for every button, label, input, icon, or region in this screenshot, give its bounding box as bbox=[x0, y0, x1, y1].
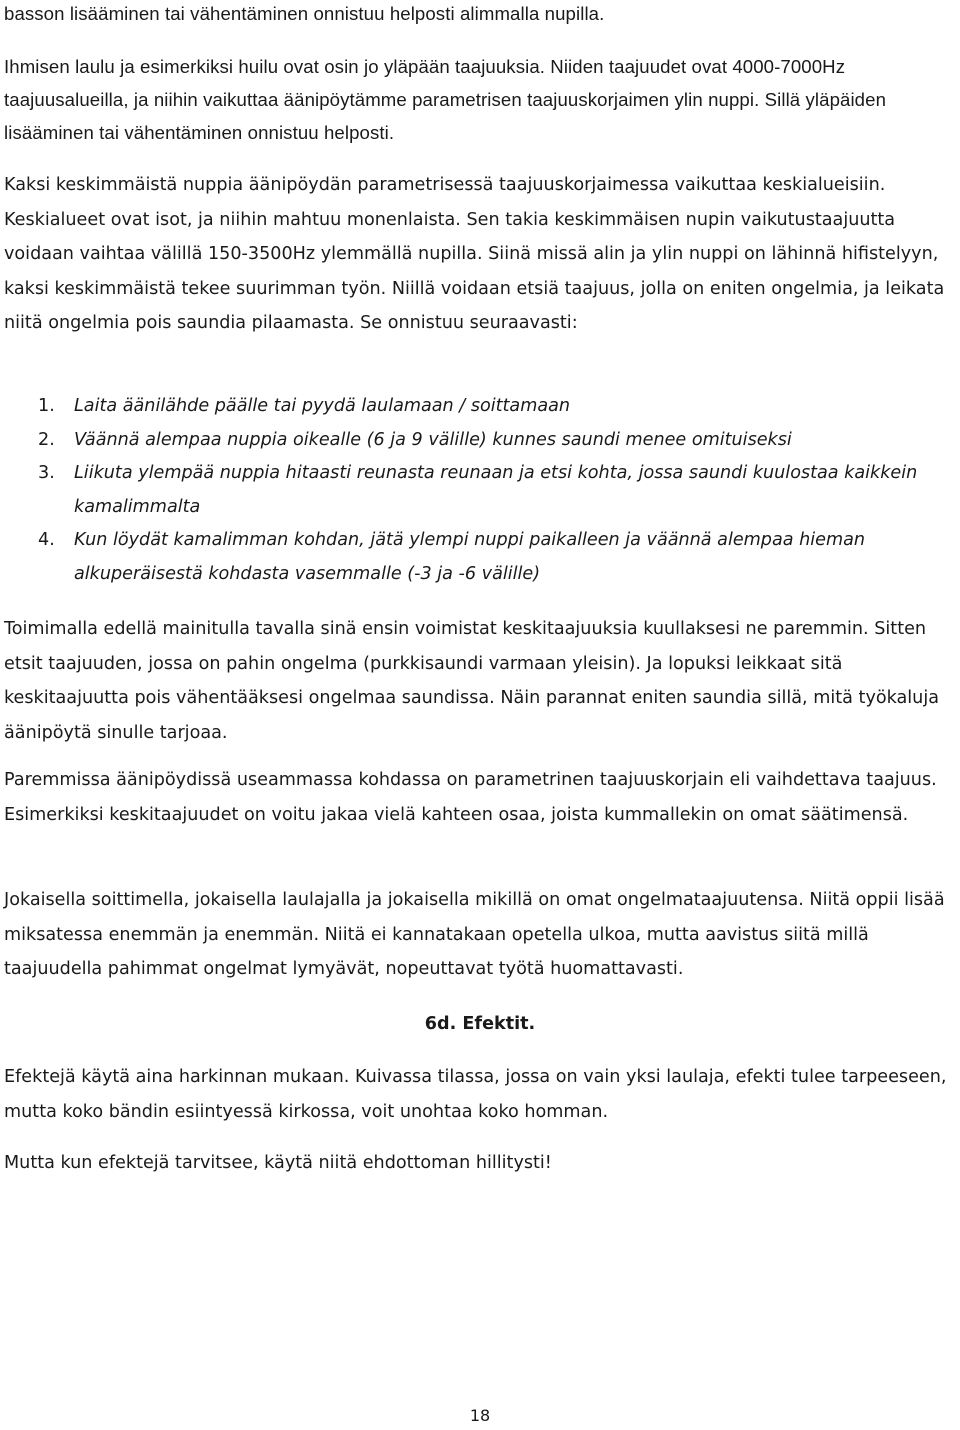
step-number: 4. bbox=[38, 530, 55, 550]
paragraph-treble: Ihmisen laulu ja esimerkiksi huilu ovat osin jo yläpään taajuuksia. Niiden taajuudet ovat 4000-7000Hz taajuusalueilla, ja niihin vaikuttaa äänipöytämme parametrisen taajuuskorjaimen ylin nuppi. Sillä yläpäiden lisääminen tai vähentäminen onnistuu helposti. bbox=[4, 56, 887, 143]
paragraph-effects-restraint: Mutta kun efektejä tarvitsee, käytä niitä ehdottoman hillitysti! bbox=[4, 1153, 552, 1173]
step-number: 3. bbox=[38, 463, 55, 483]
step-number: 1. bbox=[38, 396, 55, 416]
step-text: Laita äänilähde päälle tai pyydä laulamaan / soittamaan bbox=[74, 396, 571, 416]
paragraph-better-consoles: Paremmissa äänipöydissä useammassa kohdassa on parametrinen taajuuskorjain eli vaihdettava taajuus. Esimerkiksi keskitaajuudet on voitu jakaa vielä kahteen osaa, joista kummallekin on omat säätimensä. bbox=[4, 770, 937, 825]
section-heading: 6d. Efektit. bbox=[424, 1014, 536, 1034]
list-item bbox=[38, 524, 948, 591]
step-text: Liikuta ylempää nuppia hitaasti reunasta reunaan ja etsi kohta, jossa saundi kuulostaa kaikkein kamalimmalta bbox=[74, 463, 918, 517]
paragraph-effects: Efektejä käytä aina harkinnan mukaan. Kuivassa tilassa, jossa on vain yksi laulaja, efekti tulee tarpeeseen, mutta koko bändin esiintyessä kirkossa, voit unohtaa koko homman. bbox=[4, 1067, 947, 1122]
paragraph-method-summary: Toimimalla edellä mainitulla tavalla sinä ensin voimistat keskitaajuuksia kuullaksesi ne paremmin. Sitten etsit taajuuden, jossa on pahin ongelma (purkkisaundi varmaan yleisin). Ja lopuksi leikkaat sitä keskitaajuutta pois vähentääksesi ongelmaa saundissa. Näin parannat eniten saundia sillä, mitä työkaluja äänipöytä sinulle tarjoaa. bbox=[4, 619, 939, 743]
list-item bbox=[38, 390, 948, 424]
list-item bbox=[38, 424, 948, 458]
paragraph-bass: basson lisääminen tai vähentäminen onnistuu helposti alimmalla nupilla. bbox=[4, 3, 605, 24]
paragraph-mids: Kaksi keskimmäistä nuppia äänipöydän parametrisessä taajuuskorjaimessa vaikuttaa keskialueisiin. Keskialueet ovat isot, ja niihin mahtuu monenlaista. Sen takia keskimmäisen nupin vaikutustaajuutta voidaan vaihtaa välillä 150-3500Hz ylemmällä nupilla. Siinä missä alin ja ylin nuppi on lähinnä hifistelyyn, kaksi keskimmäistä tekee suurimman työn. Niillä voidaan etsiä taajuus, jolla on eniten ongelmia, ja leikata niitä ongelmia pois saundia pilaamasta. Se onnistuu seuraavasti: bbox=[4, 175, 945, 333]
step-text: Kun löydät kamalimman kohdan, jätä ylempi nuppi paikalleen ja väännä alempaa hieman alkuperäisestä kohdasta vasemmalle (-3 ja -6 välille) bbox=[74, 530, 866, 584]
step-number: 2. bbox=[38, 429, 55, 450]
list-item bbox=[38, 457, 948, 524]
page-number: 18 bbox=[469, 1406, 491, 1425]
step-text: Väännä alempaa nuppia oikealle (6 ja 9 välille) kunnes saundi menee omituiseksi bbox=[74, 429, 792, 450]
paragraph-problem-frequencies: Jokaisella soittimella, jokaisella laulajalla ja jokaisella mikillä on omat ongelmataajuutensa. Niitä oppii lisää miksatessa enemmän ja enemmän. Niitä ei kannatakaan opetella ulkoa, mutta aavistus siitä millä taajuudella pahimmat ongelmat lymyävät, nopeuttavat työtä huomattavasti. bbox=[4, 890, 945, 979]
steps-list bbox=[38, 390, 948, 591]
